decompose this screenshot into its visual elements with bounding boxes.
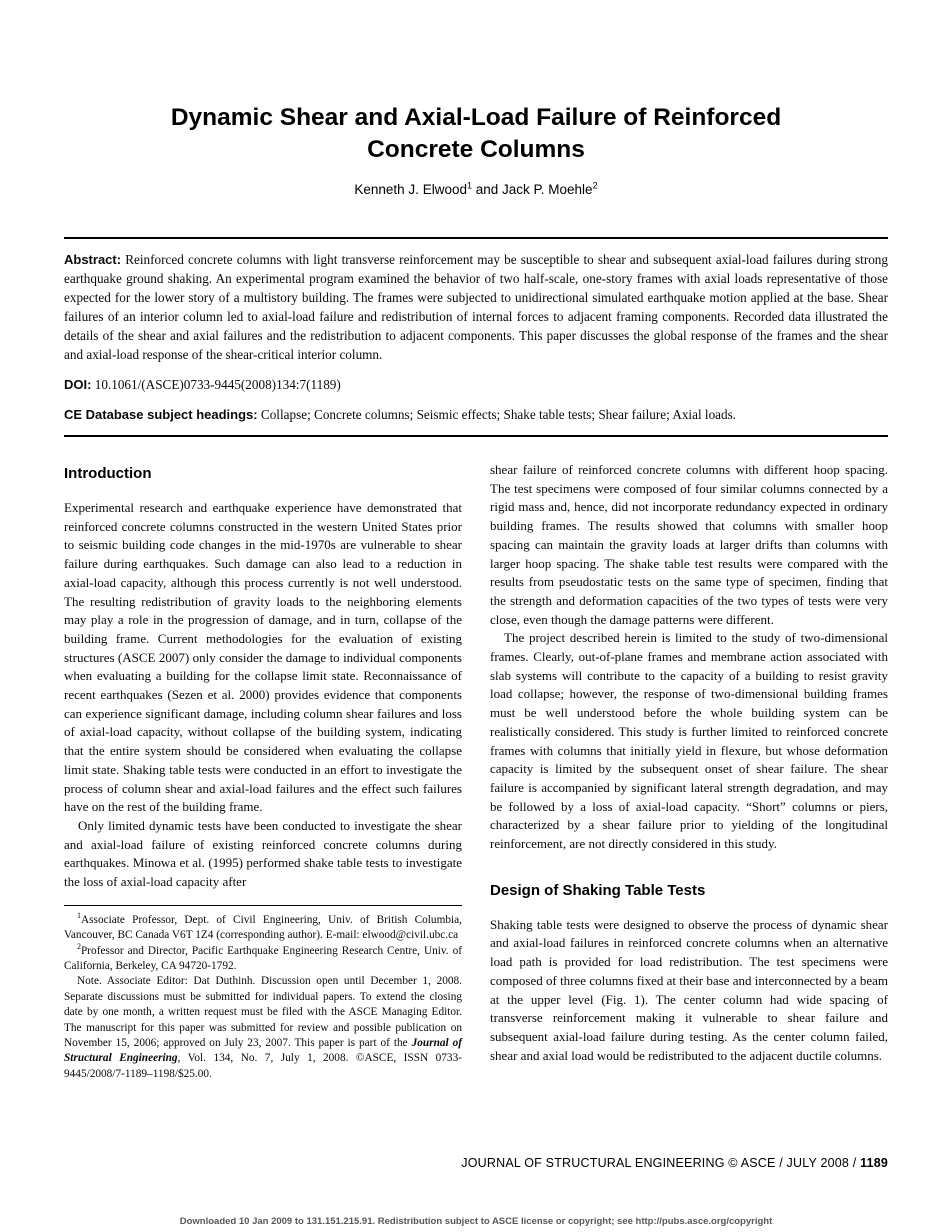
page-number: 1189 (860, 1156, 888, 1170)
abstract-text: Reinforced concrete columns with light transverse reinforcement may be susceptible to shear and subsequent axial-load failures during strong earthquake ground shaking. An experimental program examined the behavior of two half-scale, one-story frames with axial loads representative of those expected for the lower story of a multistory building. The frames were subjected to unidirectional simulated earthquake motion applied at the base. Shear failures of an interior column led to axial-load failure and redistribution of internal forces to adjacent framing components. Recorded data illustrated the details of the shear and axial failures and the redistribution to adjacent components. This paper discusses the global response of the frames and the shear and axial-load response of the shear-critical interior column. (64, 252, 888, 362)
introduction-paragraph-3: The project described herein is limited to the study of two-dimensional frames. Clearly, out-of-plane frames and membrane action associated with slab systems will contribute to the capacity of a building to resist gravity load collapse; however, the response of two-dimensional building frames must be well understood before the whole building system can be realistically considered. This study is further limited to reinforced concrete frames with columns that initially yield in flexure, but whose deformation capacity is limited by the subsequent onset of shear failure. The shear failure is accompanied by significant lateral strength degradation, and may be followed by a loss of axial-load capacity. “Short” columns or piers, characterized by a shear failure prior to yielding of the longitudinal reinforcement, are not directly considered in this study. (490, 630, 888, 852)
editorial-note-tail: , Vol. 134, No. 7, July 1, 2008. ©ASCE, ISSN 0733-9445/2008/7-1189–1198/$25.00. (64, 1052, 462, 1080)
doi-value: 10.1061/(ASCE)0733-9445(2008)134:7(1189) (91, 377, 341, 392)
author-connector: and (471, 182, 503, 197)
footnote-2-text: Professor and Director, Pacific Earthquake Engineering Research Centre, Univ. of California, Berkeley, CA 94720-1792. (64, 944, 462, 972)
editorial-note-text: Note. Associate Editor: Dat Duthinh. Discussion open until December 1, 2008. Separate discussions must be submitted for individual papers. To extend the closing date by one month, a written request must be filed with the ASCE Managing Editor. The manuscript for this paper was submitted for review and possible publication on November 15, 2006; approved on July 23, 2007. This paper is part of the (64, 975, 462, 1050)
download-notice: Downloaded 10 Jan 2009 to 131.151.215.91. Redistribution subject to ASCE license or copyright; see http://pubs.asce.org/copyright (179, 1216, 773, 1227)
ce-headings-label: CE Database subject headings: (64, 407, 258, 422)
doi-label: DOI: (64, 377, 92, 392)
author-affiliation-mark-2: 2 (592, 180, 598, 191)
journal-footer-text: JOURNAL OF STRUCTURAL ENGINEERING © ASCE / JULY 2008 / (461, 1156, 861, 1170)
design-paragraph-1: Shaking table tests were designed to observe the process of dynamic shear and axial-load failures in reinforced concrete columns when an alternative load path is provided for load redistribution. The test specimens were composed of three columns fixed at their base and interconnected by a beam at the upper level (Fig. 1). The center column had wide spacing of transverse reinforcement making it vulnerable to shear failure and subsequent axial-load failure during testing. As the center column failed, shear and axial load would be redistributed to the adjacent ductile columns. (490, 916, 888, 1063)
footnote-2 (64, 941, 462, 975)
footnote-1-marker: 1 (77, 911, 81, 920)
section-heading-introduction: Introduction (64, 465, 152, 482)
author-byline (64, 182, 888, 197)
paper-title-line1: Dynamic Shear and Axial-Load Failure of Reinforced (170, 104, 782, 131)
introduction-paragraph-2-continued: shear failure of reinforced concrete columns with different hoop spacing. The test specimens were composed of four similar columns connected by a rigid mass and, hence, did not incorporate redundancy expected in ordinary building frames. The results showed that columns with smaller hoop spacing can maintain the gravity loads at larger drifts than columns with larger hoop spacing. The shake table test results were compared with the results from pseudostatic tests on the same type of specimen, finding that the strength and deformation capacities of the two types of tests were very close, even though the damage patterns were different. (490, 462, 888, 627)
footnote-1 (64, 913, 462, 944)
paper-header (64, 102, 888, 197)
journal-footer (64, 1156, 888, 1170)
abstract-paragraph (64, 250, 888, 364)
introduction-paragraph-1: Experimental research and earthquake experience have demonstrated that reinforced concrete columns constructed in the western United States prior to seismic building code changes in the mid-1970s are vulnerable to shear failure during earthquakes. Such damage can also lead to a reduction in axial-load capacity, although this process currently is not well understood. The resulting redistribution of gravity loads to the neighboring elements may play a role in the progression of damage, and in turn, collapse of the building frame. Current methodologies for the evaluation of existing structures (ASCE 2007) only consider the damage to individual components when evaluating a building for the collapse limit state. Reconnaissance of recent earthquakes (Sezen et al. 2000) provides evidence that components can experience significant damage, including column shear failures and loss of axial-load capacity, without collapse of the building system, indicating that the entire system should be considered when evaluating the collapse limit state. Shaking table tests were conducted in an effort to investigate the process of column shear and axial-load failures and the effect such failures have on the rest of the building frame. (64, 500, 462, 815)
ce-headings-line (64, 405, 888, 424)
ce-headings-value: Collapse; Concrete columns; Seismic effects; Shake table tests; Shear failure; Axial loads. (257, 407, 737, 422)
abstract-label: Abstract: (64, 252, 122, 267)
journal-name: Journal of Structural Engineering (64, 1037, 463, 1065)
right-column (490, 461, 888, 1082)
footnote-2-marker: 2 (77, 941, 81, 951)
introduction-paragraph-2: Only limited dynamic tests have been conducted to investigate the shear and axial-load failure of existing reinforced concrete columns during earthquakes. Minowa et al. (1995) performed shake table tests to investigate the loss of axial-load capacity after (64, 817, 462, 890)
author-name-2: Jack P. Moehle (502, 182, 593, 197)
mid-rule (64, 435, 888, 437)
doi-line (64, 375, 888, 394)
editorial-note (64, 974, 462, 1082)
left-column (64, 461, 462, 1082)
body-columns (64, 461, 888, 1082)
footnote-1-text: Associate Professor, Dept. of Civil Engineering, Univ. of British Columbia, Vancouver, BC Canada V6T 1Z4 (corresponding author). E-mail: elwood@civil.ubc.ca (64, 913, 462, 942)
footnotes-block (64, 905, 462, 1082)
paper-title-line2: Concrete Columns (367, 136, 585, 163)
abstract-block (64, 237, 888, 437)
top-rule (64, 237, 888, 239)
section-heading-design-of-shaking-table-tests: Design of Shaking Table Tests (490, 881, 706, 899)
author-name-1: Kenneth J. Elwood (354, 182, 467, 197)
author-affiliation-mark-1: 1 (466, 180, 472, 191)
